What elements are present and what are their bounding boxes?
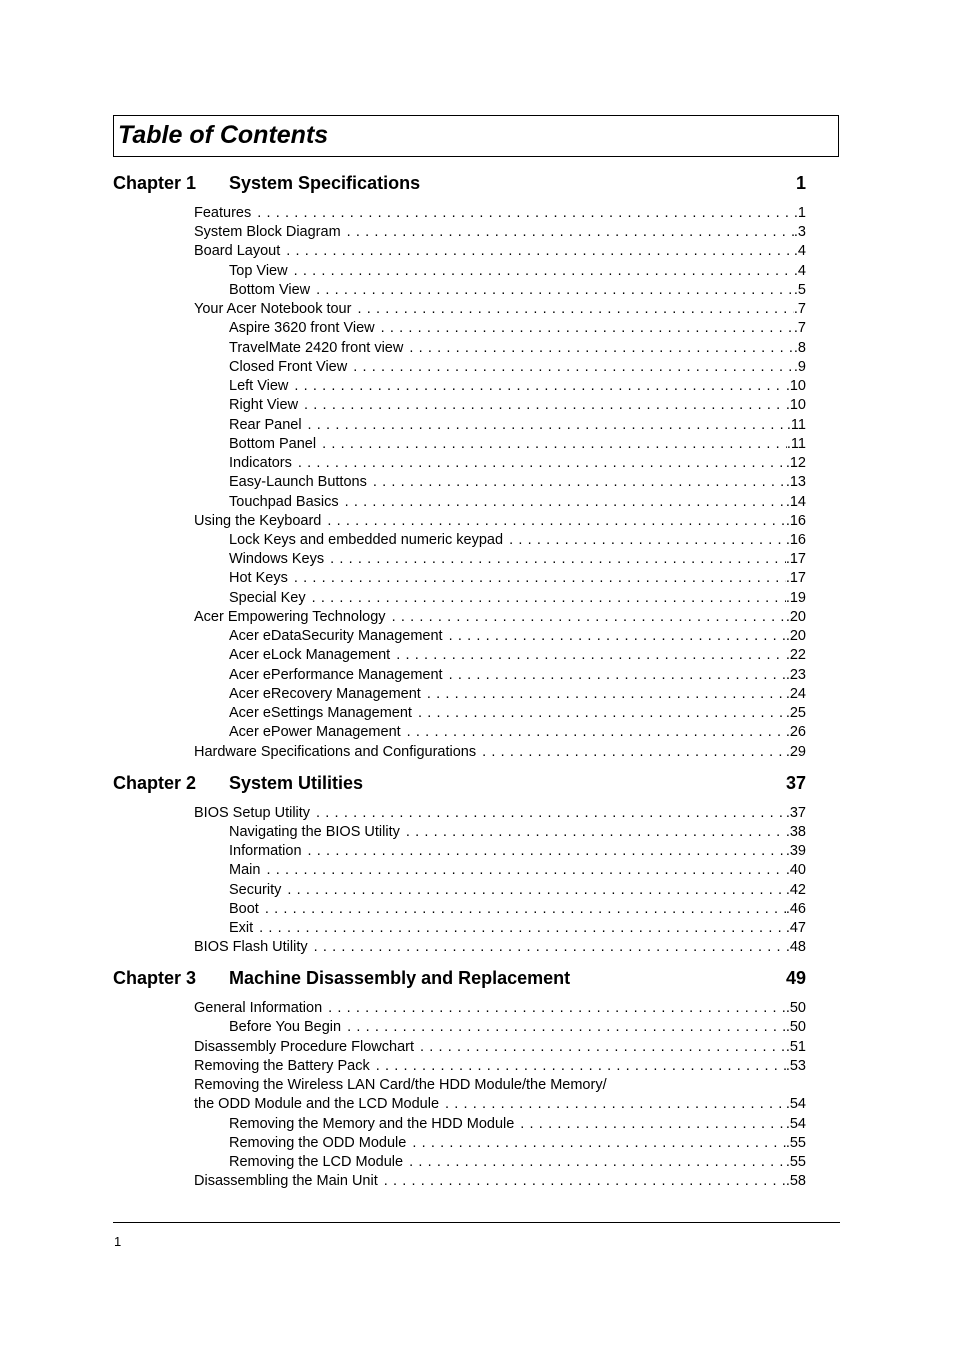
toc-entry-page: .9: [793, 359, 806, 375]
toc-entry-label: Acer eSettings Management: [229, 705, 412, 721]
toc-subentry[interactable]: [229, 262, 806, 281]
dot-leader: [259, 919, 786, 938]
toc-entry-page: .48: [785, 939, 806, 955]
toc-entry-page: .20: [785, 609, 806, 625]
dot-leader: [392, 608, 786, 627]
toc-entry-page: .55: [785, 1154, 806, 1170]
dot-leader: [396, 646, 786, 665]
chapter-title: Machine Disassembly and Replacement: [229, 968, 571, 988]
toc-entry-page: .40: [785, 862, 806, 878]
toc-subentry[interactable]: [229, 881, 806, 900]
toc-entry-label: Disassembly Procedure Flowchart: [194, 1039, 414, 1055]
toc-entry-label: System Block Diagram: [194, 224, 341, 240]
chapter-page: 49: [785, 968, 806, 988]
toc-entry-label: Before You Begin: [229, 1019, 342, 1035]
toc-subentry[interactable]: [229, 569, 806, 588]
toc-entry-label: Easy-Launch Buttons: [229, 474, 367, 490]
dot-leader: [449, 627, 786, 646]
toc-entry-label: Windows Keys: [229, 551, 325, 567]
toc-subentry[interactable]: [229, 1018, 806, 1037]
toc-subentry[interactable]: [229, 550, 806, 569]
toc-entry-page: .20: [785, 628, 806, 644]
toc-entry-label: Acer ePerformance Management: [229, 667, 443, 683]
dot-leader: [287, 881, 785, 900]
toc-subentry[interactable]: [229, 416, 806, 435]
dot-leader: [482, 743, 786, 762]
toc-subentry[interactable]: [229, 435, 806, 454]
toc-entry-label: Top View: [229, 263, 288, 279]
toc-entry-label: Acer eLock Management: [229, 647, 391, 663]
toc-entry-label: Indicators: [229, 455, 292, 471]
dot-leader: [376, 1057, 786, 1076]
page-title: Table of Contents: [118, 121, 329, 149]
toc-subentry[interactable]: [229, 531, 806, 550]
dot-leader: [316, 804, 786, 823]
toc-entry-label: Removing the Memory and the HDD Module: [229, 1116, 515, 1132]
chapter-label: Chapter 2: [113, 773, 197, 793]
chapter-heading: [113, 772, 806, 794]
chapter-title: System Specifications: [229, 173, 421, 193]
toc-subentry[interactable]: [229, 1115, 806, 1134]
toc-entry-page: .37: [785, 805, 806, 821]
toc-entry-label: Acer eDataSecurity Management: [229, 628, 443, 644]
dot-leader: [409, 339, 794, 358]
toc-entry-label: Acer ePower Management: [229, 724, 401, 740]
toc-entry-label: Removing the LCD Module: [229, 1154, 404, 1170]
dot-leader: [294, 569, 786, 588]
dot-leader: [357, 300, 793, 319]
toc-subentry[interactable]: [229, 358, 806, 377]
toc-entry-label: Left View: [229, 378, 289, 394]
toc-entry-page: .24: [785, 686, 806, 702]
toc-entry-label: Using the Keyboard: [194, 513, 322, 529]
toc-subentry[interactable]: [229, 919, 806, 938]
toc-entry-page: .16: [785, 532, 806, 548]
dot-leader: [328, 999, 786, 1018]
toc-subentry[interactable]: [229, 861, 806, 880]
toc-subentry[interactable]: [229, 704, 806, 723]
toc-entry-page: .42: [785, 882, 806, 898]
toc-entry-label: General Information: [194, 1000, 323, 1016]
toc-subentry[interactable]: [229, 454, 806, 473]
toc-entry-label: BIOS Setup Utility: [194, 805, 311, 821]
toc-subentry[interactable]: [229, 842, 806, 861]
title-box: [113, 115, 839, 157]
toc-entry-page: .11: [786, 417, 806, 433]
toc-subentry[interactable]: [229, 377, 806, 396]
dot-leader: [308, 416, 787, 435]
toc-entry-label: Exit: [229, 920, 254, 936]
dot-leader: [312, 589, 786, 608]
toc-entry[interactable]: [194, 204, 806, 223]
toc-entry-page: .53: [785, 1058, 806, 1074]
toc-subentry[interactable]: [229, 685, 806, 704]
dot-leader: [384, 1172, 786, 1191]
dot-leader: [316, 281, 794, 300]
toc-entry-page: .39: [785, 843, 806, 859]
chapter-title: System Utilities: [229, 773, 364, 793]
dot-leader: [409, 1153, 786, 1172]
toc-entry-page: .3: [793, 224, 806, 240]
toc-entry-page: .17: [785, 570, 806, 586]
toc-entry-page: .19: [785, 590, 806, 606]
dot-leader: [520, 1115, 786, 1134]
toc-entry-label: Information: [229, 843, 302, 859]
toc-entry-page: .10: [785, 397, 806, 413]
toc-entry-page: .4: [793, 263, 806, 279]
toc-subentry[interactable]: [229, 473, 806, 492]
dot-leader: [347, 1018, 786, 1037]
chapter-heading: [113, 967, 806, 989]
toc-entry-label: Boot: [229, 901, 259, 917]
toc-entry-page: .55: [785, 1135, 806, 1151]
toc-subentry[interactable]: [229, 281, 806, 300]
toc-entry[interactable]: [194, 999, 806, 1018]
dot-leader: [418, 704, 786, 723]
dot-leader: [257, 204, 794, 223]
toc-entry-page: .1: [793, 205, 806, 221]
dot-leader: [304, 396, 786, 415]
dot-leader: [298, 454, 786, 473]
toc-entry-label: Disassembling the Main Unit: [194, 1173, 378, 1189]
toc-entry-page: .7: [793, 301, 806, 317]
chapter-heading: [113, 172, 806, 194]
dot-leader: [322, 435, 787, 454]
toc-entry[interactable]: [194, 300, 806, 319]
toc-entry[interactable]: [194, 1172, 806, 1191]
toc-entry-page: .16: [785, 513, 806, 529]
toc-entry-label: Closed Front View: [229, 359, 348, 375]
toc-entry-label: Board Layout: [194, 243, 281, 259]
toc-entry-label: Aspire 3620 front View: [229, 320, 375, 336]
dot-leader: [294, 262, 794, 281]
dot-leader: [412, 1134, 786, 1153]
toc-entry-label: Hardware Specifications and Configurations: [194, 744, 477, 760]
chapter-page: 37: [785, 773, 806, 793]
dot-leader: [286, 242, 794, 261]
dot-leader: [266, 861, 785, 880]
dot-leader: [345, 493, 786, 512]
toc-entry-label: Main: [229, 862, 261, 878]
toc-entry-label: Bottom View: [229, 282, 311, 298]
toc-entry-label: Acer eRecovery Management: [229, 686, 421, 702]
toc-entry-page: .8: [793, 340, 806, 356]
footer-divider: [113, 1222, 840, 1223]
dot-leader: [420, 1038, 786, 1057]
toc-entry-label: Navigating the BIOS Utility: [229, 824, 400, 840]
toc-entry-page: .17: [785, 551, 806, 567]
toc-entry-page: .14: [785, 494, 806, 510]
dot-leader: [314, 938, 786, 957]
toc-entry-label: BIOS Flash Utility: [194, 939, 308, 955]
dot-leader: [406, 823, 786, 842]
toc-entry-label: Security: [229, 882, 282, 898]
toc-entry[interactable]: [194, 938, 806, 957]
toc-entry-label: Removing the ODD Module: [229, 1135, 407, 1151]
toc-entry[interactable]: [194, 242, 806, 261]
toc-entry-label: Rear Panel: [229, 417, 302, 433]
dot-leader: [347, 223, 794, 242]
toc-entry-label: Right View: [229, 397, 299, 413]
toc-subentry[interactable]: [229, 1153, 806, 1172]
toc-entry-label: the ODD Module and the LCD Module: [194, 1096, 440, 1112]
dot-leader: [381, 319, 794, 338]
toc-entry[interactable]: [194, 743, 806, 762]
toc-subentry[interactable]: [229, 823, 806, 842]
toc-entry[interactable]: [194, 1095, 806, 1114]
toc-entry-page: .58: [785, 1173, 806, 1189]
toc-entry-page: .11: [786, 436, 806, 452]
toc-subentry[interactable]: [229, 493, 806, 512]
toc-entry[interactable]: [194, 512, 806, 531]
dot-leader: [373, 473, 786, 492]
dot-leader: [353, 358, 794, 377]
dot-leader: [427, 685, 786, 704]
toc-entry-page: .50: [785, 1000, 806, 1016]
toc-entry-page: .47: [785, 920, 806, 936]
toc-subentry[interactable]: [229, 627, 806, 646]
toc-subentry[interactable]: [229, 589, 806, 608]
toc-entry-page: .7: [793, 320, 806, 336]
toc-entry-label: Special Key: [229, 590, 306, 606]
toc-entry[interactable]: [194, 1038, 806, 1057]
toc-entry[interactable]: [194, 804, 806, 823]
toc-subentry[interactable]: [229, 396, 806, 415]
dot-leader: [330, 550, 786, 569]
footer-page-number: 1: [114, 1234, 122, 1249]
chapter-label: Chapter 1: [113, 173, 197, 193]
toc-entry-page: .26: [785, 724, 806, 740]
dot-leader: [407, 723, 786, 742]
dot-leader: [265, 900, 786, 919]
dot-leader: [449, 666, 786, 685]
toc-entry-page: .12: [785, 455, 806, 471]
toc-entry-page: .54: [785, 1096, 806, 1112]
toc-entry-label: Touchpad Basics: [229, 494, 339, 510]
toc-entry-page: .13: [785, 474, 806, 490]
toc-subentry[interactable]: [229, 666, 806, 685]
toc-entry-label-wrapped[interactable]: Removing the Wireless LAN Card/the HDD Module/the Memory/: [194, 1077, 607, 1093]
toc-entry-label: Lock Keys and embedded numeric keypad: [229, 532, 504, 548]
chapter-page: 1: [795, 173, 806, 193]
toc-entry[interactable]: [194, 608, 806, 627]
toc-entry-page: .4: [793, 243, 806, 259]
toc-subentry[interactable]: [229, 723, 806, 742]
toc-subentry[interactable]: [229, 319, 806, 338]
toc-entry-page: .10: [785, 378, 806, 394]
toc-entry-label: Removing the Battery Pack: [194, 1058, 370, 1074]
toc-entry-label: Bottom Panel: [229, 436, 317, 452]
toc-subentry[interactable]: [229, 900, 806, 919]
dot-leader: [509, 531, 786, 550]
chapter-label: Chapter 3: [113, 968, 197, 988]
dot-leader: [294, 377, 785, 396]
toc-entry-label: Acer Empowering Technology: [194, 609, 386, 625]
toc-entry-label: TravelMate 2420 front view: [229, 340, 404, 356]
toc-entry-label: Your Acer Notebook tour: [194, 301, 352, 317]
toc-entry[interactable]: [194, 1057, 806, 1076]
dot-leader: [445, 1095, 786, 1114]
toc-entry-page: .51: [785, 1039, 806, 1055]
toc-entry-page: .29: [785, 744, 806, 760]
toc-entry-page: .25: [785, 705, 806, 721]
dot-leader: [308, 842, 786, 861]
toc-subentry[interactable]: [229, 339, 806, 358]
dot-leader: [327, 512, 785, 531]
toc-entry-page: .54: [785, 1116, 806, 1132]
toc-entry-page: .50: [785, 1019, 806, 1035]
toc-entry-page: .38: [785, 824, 806, 840]
toc-entry-label: Hot Keys: [229, 570, 288, 586]
toc-entry-page: .5: [793, 282, 806, 298]
toc-entry-page: .23: [785, 667, 806, 683]
toc-entry-page: .46: [785, 901, 806, 917]
toc-entry[interactable]: [194, 223, 806, 242]
toc-entry-label: Features: [194, 205, 252, 221]
toc-entry-page: .22: [785, 647, 806, 663]
toc-subentry[interactable]: [229, 1134, 806, 1153]
toc-subentry[interactable]: [229, 646, 806, 665]
